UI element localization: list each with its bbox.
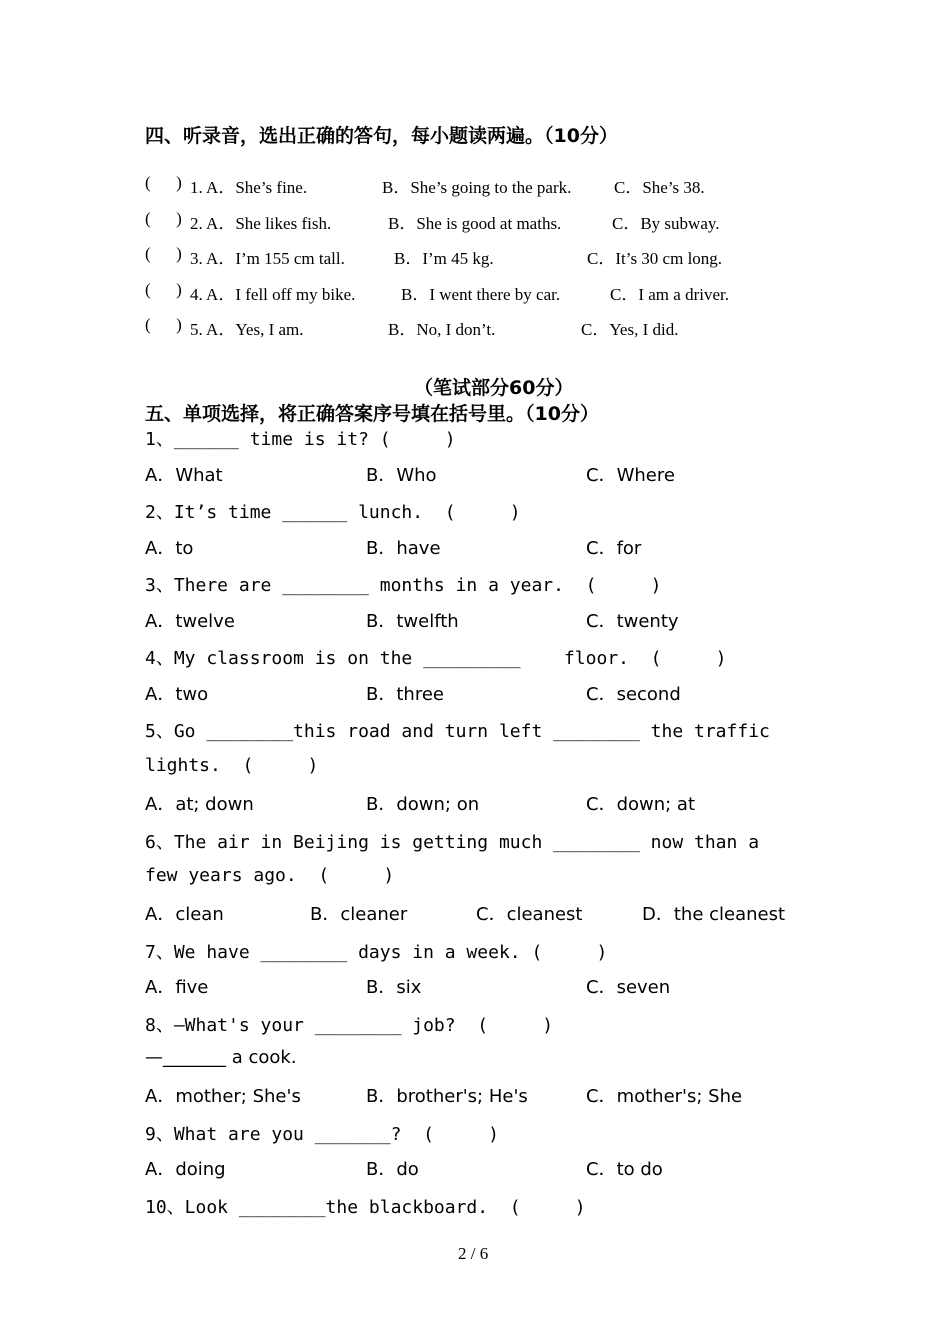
question-2: 2、It’s time ______ lunch. ( ) [145, 502, 521, 523]
question-5-line-1: 5、Go ________this road and turn left ________ the traffic [145, 721, 770, 742]
option-c: C．for [586, 538, 642, 559]
option-a: A．five [145, 977, 209, 998]
option-c: C．seven [586, 977, 671, 998]
option-b: B．three [366, 684, 444, 705]
option-a: A．at; down [145, 794, 254, 815]
option-a: A．twelve [145, 611, 235, 632]
option-a: A．What [145, 465, 223, 486]
question-9: 9、What are you _______? ( ) [145, 1124, 499, 1145]
listening-paren[interactable]: ( ) [145, 173, 182, 192]
listening-option-a: 3. A．I’m 155 cm tall. [190, 249, 345, 268]
option-c: C．mother's; She [586, 1086, 743, 1107]
option-c: C．to do [586, 1159, 663, 1180]
option-b: B．twelfth [366, 611, 459, 632]
option-d: D．the cleanest [642, 904, 786, 925]
listening-option-c: C．I am a driver. [610, 285, 729, 304]
question-1: 1、______ time is it? ( ) [145, 429, 456, 450]
section4-title: 四、听录音，选出正确的答句，每小题读两遍。（10分） [145, 125, 618, 147]
listening-option-c: C．She’s 38. [614, 178, 705, 197]
question-10: 10、Look ________the blackboard. ( ) [145, 1197, 586, 1218]
listening-paren[interactable]: ( ) [145, 315, 182, 334]
question-4: 4、My classroom is on the _________ floor. ( ) [145, 648, 727, 669]
listening-option-a: 2. A．She likes fish. [190, 214, 332, 233]
option-c: C．second [586, 684, 681, 705]
question-3: 3、There are ________ months in a year. ( ) [145, 575, 662, 596]
listening-option-c: C．By subway. [612, 214, 720, 233]
question-6-line-2: few years ago. ( ) [145, 865, 395, 886]
listening-option-a: 4. A．I fell off my bike. [190, 285, 356, 304]
page-number: 2 / 6 [458, 1244, 489, 1263]
question-6-line-1: 6、The air in Beijing is getting much ________ now than a [145, 832, 760, 853]
section5-title: 五、单项选择，将正确答案序号填在括号里。（10分） [145, 403, 599, 425]
listening-option-b: B．No, I don’t. [388, 320, 496, 339]
question-8-reply: —_______ a cook. [145, 1047, 297, 1068]
listening-option-b: B．I’m 45 kg. [394, 249, 494, 268]
listening-paren[interactable]: ( ) [145, 280, 182, 299]
question-8: 8、—What's your ________ job? ( ) [145, 1015, 554, 1036]
option-a: A．clean [145, 904, 224, 925]
listening-paren[interactable]: ( ) [145, 209, 182, 228]
written-part-header: （笔试部分60分） [414, 377, 574, 399]
listening-option-a: 1. A．She’s fine. [190, 178, 308, 197]
option-b: B．Who [366, 465, 437, 486]
option-c: C．Where [586, 465, 675, 486]
listening-option-c: C．Yes, I did. [581, 320, 679, 339]
question-7: 7、We have ________ days in a week. ( ) [145, 942, 608, 963]
option-b: B．do [366, 1159, 419, 1180]
listening-option-b: B．She’s going to the park. [382, 178, 572, 197]
option-b: B．brother's; He's [366, 1086, 528, 1107]
listening-paren[interactable]: ( ) [145, 244, 182, 263]
option-a: A．to [145, 538, 194, 559]
option-a: A．two [145, 684, 209, 705]
option-a: A．mother; She's [145, 1086, 301, 1107]
option-b: B．down; on [366, 794, 480, 815]
question-5-line-2: lights. ( ) [145, 755, 319, 776]
listening-option-b: B．She is good at maths. [388, 214, 562, 233]
listening-option-c: C．It’s 30 cm long. [587, 249, 723, 268]
option-c: C．cleanest [476, 904, 583, 925]
listening-option-b: B．I went there by car. [401, 285, 561, 304]
option-a: A．doing [145, 1159, 226, 1180]
option-b: B．have [366, 538, 441, 559]
listening-option-a: 5. A．Yes, I am. [190, 320, 304, 339]
option-c: C．down; at [586, 794, 696, 815]
option-b: B．six [366, 977, 422, 998]
option-c: C．twenty [586, 611, 679, 632]
option-b: B．cleaner [310, 904, 408, 925]
